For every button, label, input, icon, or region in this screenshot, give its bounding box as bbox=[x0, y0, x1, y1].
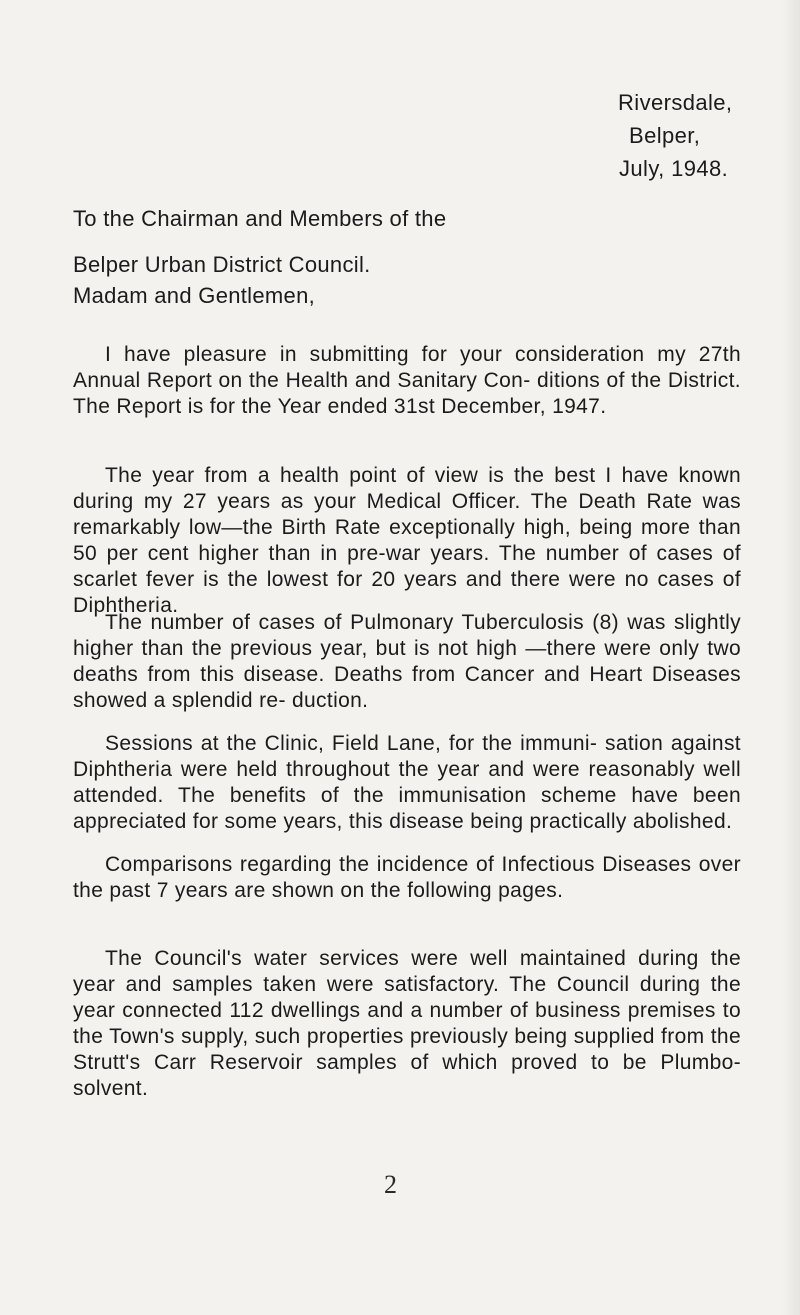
recipient-line-2: Belper Urban District Council. bbox=[73, 252, 371, 277]
recipient-line-1: To the Chairman and Members of the bbox=[73, 206, 447, 231]
paragraph-text: The Council's water services were well maintained during the year and samples taken were satisfactory. The Council during the year connected 112 dwellings and a number of business premises to the Town's supply, such properties previously being supplied from the Strutt's Carr Reservoir samples of which proved to be Plumbo- solvent. bbox=[73, 947, 741, 1100]
greeting: Madam and Gentlemen, bbox=[73, 283, 316, 308]
page-edge-shadow bbox=[782, 0, 800, 1315]
address-date: July, 1948. bbox=[619, 156, 729, 181]
paragraph-text: Comparisons regarding the incidence of Infectious Diseases over the past 7 years are shown on the following pages. bbox=[73, 853, 741, 902]
address-line-1: Riversdale, bbox=[618, 90, 733, 115]
paragraph-4 bbox=[73, 731, 741, 835]
paragraph-1 bbox=[73, 342, 741, 420]
sender-address bbox=[618, 86, 732, 185]
paragraph-5 bbox=[73, 852, 741, 904]
recipient-block bbox=[73, 196, 446, 288]
paragraph-text: I have pleasure in submitting for your consideration my 27th Annual Report on the Health and Sanitary Con- ditions of the District. The Report is for the Year ended 31st December, 1947. bbox=[73, 343, 741, 418]
paragraph-text: The number of cases of Pulmonary Tuberculosis (8) was slightly higher than the previous year, but is not high —there were only two deaths from this disease. Deaths from Cancer and Heart Diseases showed a splendid re- duction. bbox=[73, 611, 741, 712]
page-number: 2 bbox=[384, 1170, 397, 1199]
paragraph-3 bbox=[73, 610, 741, 714]
paragraph-text: The year from a health point of view is the best I have known during my 27 years as your Medical Officer. The Death Rate was remarkably low—the Birth Rate exceptionally high, being more than 50 per cent higher than in pre-war years. The number of cases of scarlet fever is the lowest for 20 years and there were no cases of Diphtheria. bbox=[73, 464, 741, 617]
paragraph-text: Sessions at the Clinic, Field Lane, for the immuni- sation against Diphtheria were held throughout the year and were reasonably well attended. The benefits of the immunisation scheme have been appreciated for some years, this disease being practically abolished. bbox=[73, 732, 741, 833]
paragraph-2 bbox=[73, 463, 741, 619]
address-line-2: Belper, bbox=[629, 123, 701, 148]
paragraph-6 bbox=[73, 946, 741, 1102]
